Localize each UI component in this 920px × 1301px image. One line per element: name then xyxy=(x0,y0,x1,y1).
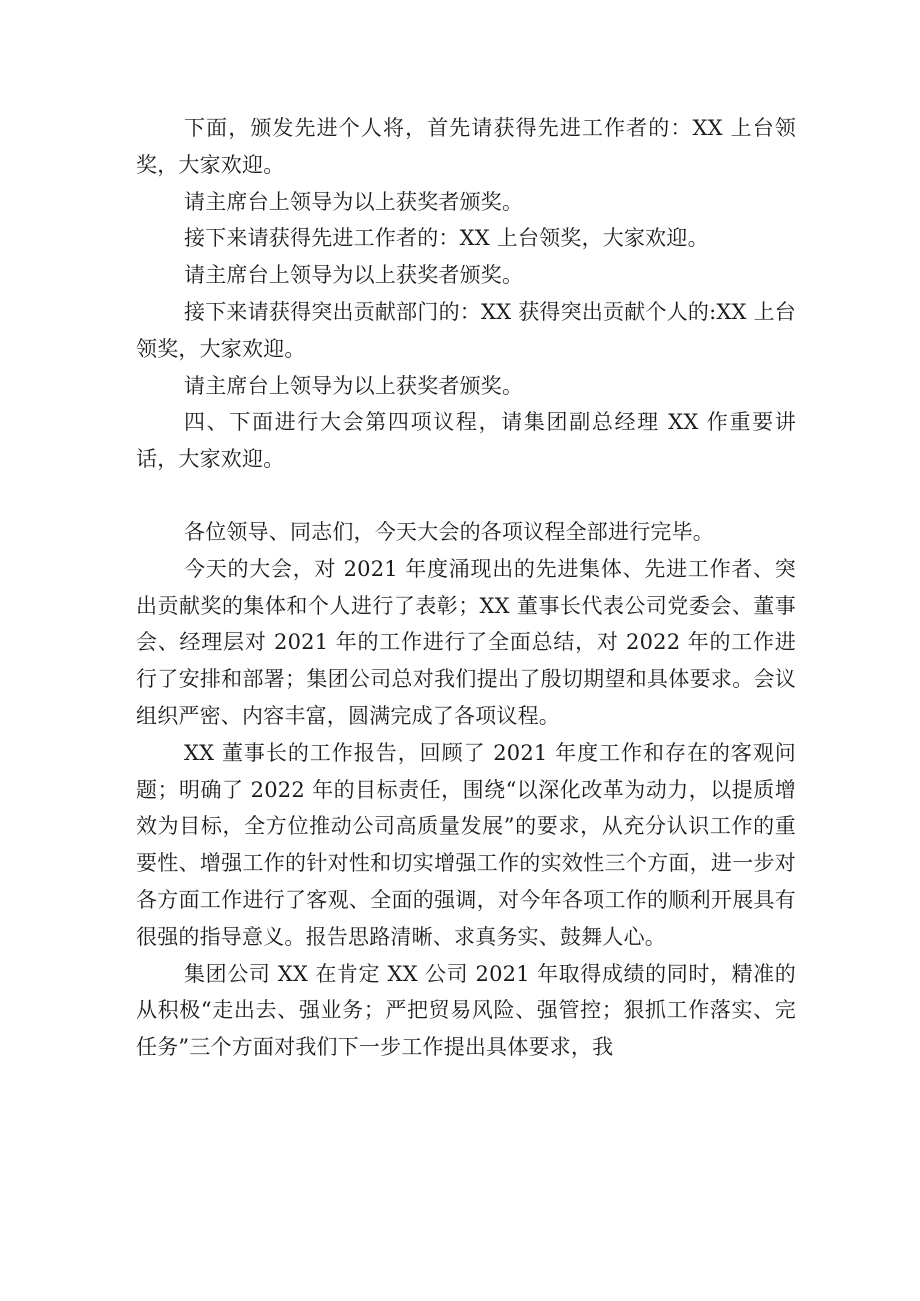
paragraph-meeting-summary: 今天的大会，对 2021 年度涌现出的先进集体、先进工作者、突出贡献奖的集体和个人进行了表彰；XX 董事长代表公司党委会、董事会、经理层对 2021 年的工作进行了全面总结，对 2022 年的工作进行了安排和部署；集团公司总对我们提出了殷切期望和具体要求。会议组织严密、内容丰富，圆满完成了各项议程。 xyxy=(136,556,796,728)
paragraph-present-award-3: 请主席台上领导为以上获奖者颁奖。 xyxy=(184,373,524,398)
paragraph-closing-remarks: 各位领导、同志们，今天大会的各项议程全部进行完毕。 xyxy=(184,519,714,544)
paragraph-award-advanced-individual: 下面，颁发先进个人将，首先请获得先进工作者的：XX 上台领奖，大家欢迎。 xyxy=(136,116,796,177)
paragraph-chairman-report: XX 董事长的工作报告，回顾了 2021 年度工作和存在的客观问题；明确了 2022 年的目标责任，围绕“以深化改革为动力，以提质增效为目标，全方位推动公司高质量发展”的要求，从充分认识工作的重要性、增强工作的针对性和切实增强工作的实效性三个方面，进一步对各方面工作进行了客观、全面的强调，对今年各项工作的顺利开展具有很强的指导意义。报告思路清晰、求真务实、鼓舞人心。 xyxy=(136,740,796,949)
paragraph-present-award-1: 请主席台上领导为以上获奖者颁奖。 xyxy=(184,189,524,214)
paragraph-group-requirements: 集团公司 XX 在肯定 XX 公司 2021 年取得成绩的同时，精准的从积极“走出去、强业务；严把贸易风险、强管控；狠抓工作落实、完任务”三个方面对我们下一步工作提出具体要求，我 xyxy=(136,961,796,1060)
paragraph-present-award-2: 请主席台上领导为以上获奖者颁奖。 xyxy=(184,263,524,288)
paragraph-agenda-item-four: 四、下面进行大会第四项议程，请集团副总经理 XX 作重要讲话，大家欢迎。 xyxy=(136,410,796,472)
paragraph-gap xyxy=(136,478,796,514)
paragraph-advanced-worker: 接下来请获得先进工作者的：XX 上台领奖，大家欢迎。 xyxy=(184,226,709,251)
document-body xyxy=(136,110,796,1066)
paragraph-outstanding-contribution: 接下来请获得突出贡献部门的：XX 获得突出贡献个人的:XX 上台领奖，大家欢迎。 xyxy=(136,299,796,361)
